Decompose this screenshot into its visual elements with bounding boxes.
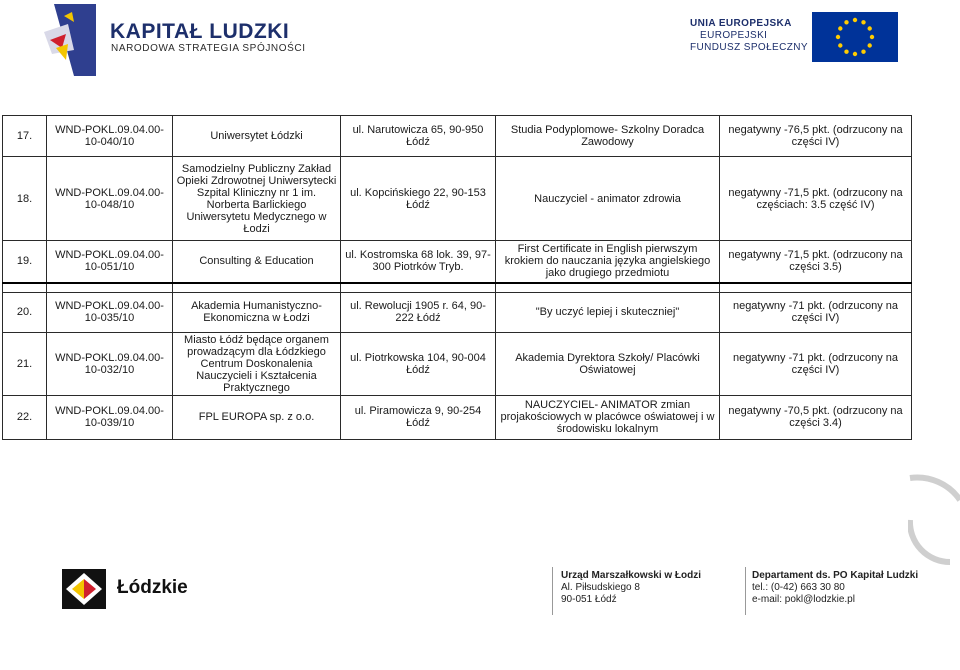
row-number: 21.: [3, 332, 47, 395]
row-number: 17.: [3, 116, 47, 157]
evaluation-result: negatywny -71 pkt. (odrzucony na części IV): [720, 332, 912, 395]
eu-line-1: UNIA EUROPEJSKA: [690, 18, 792, 29]
applicant-name: Akademia Humanistyczno-Ekonomiczna w Łodzi: [173, 292, 341, 332]
project-title: Studia Podyplomowe- Szkolny Doradca Zawodowy: [496, 116, 720, 157]
evaluation-result: negatywny -71,5 pkt. (odrzucony na częściach: 3.5 część IV): [720, 157, 912, 241]
applicant-name: Consulting & Education: [173, 241, 341, 283]
application-ref: WND-POKL.09.04.00-10-035/10: [47, 292, 173, 332]
application-ref: WND-POKL.09.04.00-10-040/10: [47, 116, 173, 157]
office-city: 90-051 Łódź: [561, 594, 617, 605]
evaluation-result: negatywny -71,5 pkt. (odrzucony na części 3.5): [720, 241, 912, 283]
table-row: [3, 241, 912, 283]
evaluation-result: negatywny -71 pkt. (odrzucony na części IV): [720, 292, 912, 332]
eu-flag-icon: [812, 12, 898, 62]
kapital-ludzki-logo-icon: [44, 4, 96, 76]
table-row: [3, 116, 912, 157]
department-block: [752, 570, 918, 606]
application-ref: WND-POKL.09.04.00-10-039/10: [47, 395, 173, 439]
row-number: 20.: [3, 292, 47, 332]
office-street: Al. Piłsudskiego 8: [561, 582, 640, 593]
department-phone: tel.: (0-42) 663 30 80: [752, 582, 845, 593]
kapital-ludzki-subtitle: NARODOWA STRATEGIA SPÓJNOŚCI: [111, 43, 306, 54]
evaluation-result: negatywny -76,5 pkt. (odrzucony na części IV): [720, 116, 912, 157]
applicant-address: ul. Kopcińskiego 22, 90-153 Łódź: [341, 157, 496, 241]
applicant-name: Samodzielny Publiczny Zakład Opieki Zdrowotnej Uniwersytecki Szpital Kliniczny nr 1 im. Norberta Barlickiego Uniwersytetu Medycznego w Łodzi: [173, 157, 341, 241]
decorative-arc-icon: [908, 470, 960, 580]
office-name: Urząd Marszałkowski w Łodzi: [561, 570, 702, 581]
applicant-name: FPL EUROPA sp. z o.o.: [173, 395, 341, 439]
office-address-block: [561, 570, 701, 606]
row-number: 19.: [3, 241, 47, 283]
eu-text-block: [690, 18, 808, 54]
evaluation-result: negatywny -70,5 pkt. (odrzucony na części 3.4): [720, 395, 912, 439]
table-row: [3, 332, 912, 395]
eu-line-2: EUROPEJSKI: [700, 30, 768, 41]
results-table: [2, 115, 912, 440]
table-row: [3, 157, 912, 241]
application-ref: WND-POKL.09.04.00-10-048/10: [47, 157, 173, 241]
table-row: [3, 395, 912, 439]
applicant-name: Miasto Łódź będące organem prowadzącym dla Łódzkiego Centrum Doskonalenia Nauczycieli i Kształcenia Praktycznego: [173, 332, 341, 395]
department-email[interactable]: e-mail: pokl@lodzkie.pl: [752, 594, 855, 605]
application-ref: WND-POKL.09.04.00-10-032/10: [47, 332, 173, 395]
footer-divider: [552, 567, 553, 615]
applicant-address: ul. Rewolucji 1905 r. 64, 90-222 Łódź: [341, 292, 496, 332]
eu-line-3: FUNDUSZ SPOŁECZNY: [690, 42, 808, 53]
lodzkie-brand: Łódzkie: [117, 577, 188, 598]
department-name: Departament ds. PO Kapitał Ludzki: [752, 570, 919, 581]
application-ref: WND-POKL.09.04.00-10-051/10: [47, 241, 173, 283]
applicant-address: ul. Piramowicza 9, 90-254 Łódź: [341, 395, 496, 439]
lodzkie-logo-icon: [62, 569, 106, 609]
project-title: First Certificate in English pierwszym krokiem do nauczania języka angielskiego jako drugiego przedmiotu: [496, 241, 720, 283]
project-title: NAUCZYCIEL- ANIMATOR zmian projakościowych w placówce oświatowej i w środowisku lokalnym: [496, 395, 720, 439]
applicant-address: ul. Piotrkowska 104, 90-004 Łódź: [341, 332, 496, 395]
applicant-address: ul. Kostromska 68 lok. 39, 97-300 Piotrków Tryb.: [341, 241, 496, 283]
footer-divider: [745, 567, 746, 615]
table-row: [3, 292, 912, 332]
applicant-address: ul. Narutowicza 65, 90-950 Łódź: [341, 116, 496, 157]
project-title: Akademia Dyrektora Szkoły/ Placówki Oświatowej: [496, 332, 720, 395]
row-gap: [3, 283, 912, 293]
applicant-name: Uniwersytet Łódzki: [173, 116, 341, 157]
project-title: "By uczyć lepiej i skuteczniej": [496, 292, 720, 332]
project-title: Nauczyciel - animator zdrowia: [496, 157, 720, 241]
row-number: 22.: [3, 395, 47, 439]
document-header: [0, 0, 960, 82]
kapital-ludzki-title: KAPITAŁ LUDZKI: [110, 20, 290, 43]
row-number: 18.: [3, 157, 47, 241]
